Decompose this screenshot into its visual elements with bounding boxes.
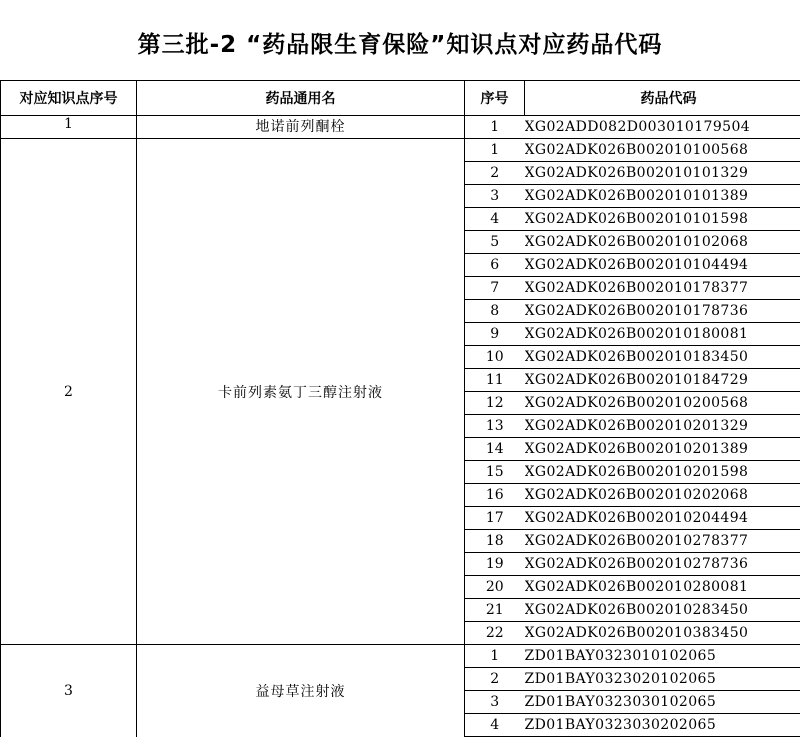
seq-cell: 15: [465, 461, 525, 484]
drug-code-cell: XG02ADK026B002010101389: [525, 185, 800, 208]
seq-cell: 2: [465, 668, 525, 691]
seq-cell: 9: [465, 323, 525, 346]
seq-cell: 1: [465, 116, 525, 139]
drug-code-cell: XG02ADK026B002010283450: [525, 599, 800, 622]
drug-code-table: [0, 80, 800, 737]
drug-code-cell: XG02ADK026B002010201598: [525, 461, 800, 484]
drug-code-cell: XG02ADK026B002010184729: [525, 369, 800, 392]
seq-cell: 1: [465, 139, 525, 162]
drug-code-cell: XG02ADD082D003010179504: [525, 116, 800, 139]
seq-cell: 13: [465, 415, 525, 438]
drug-code-cell: XG02ADK026B002010202068: [525, 484, 800, 507]
drug-code-cell: XG02ADK026B002010101598: [525, 208, 800, 231]
generic-name-cell: 益母草注射液: [137, 645, 465, 737]
seq-cell: 11: [465, 369, 525, 392]
seq-cell: 12: [465, 392, 525, 415]
header-drug-code: 药品代码: [525, 81, 800, 116]
seq-cell: 17: [465, 507, 525, 530]
page-title: 第三批-2 “药品限生育保险”知识点对应药品代码: [0, 26, 800, 59]
seq-cell: 6: [465, 254, 525, 277]
drug-code-cell: XG02ADK026B002010178736: [525, 300, 800, 323]
header-generic-name: 药品通用名: [137, 81, 465, 116]
drug-code-cell: XG02ADK026B002010383450: [525, 622, 800, 645]
seq-cell: 21: [465, 599, 525, 622]
table-row: [1, 139, 800, 162]
drug-code-cell: XG02ADK026B002010280081: [525, 576, 800, 599]
seq-cell: 3: [465, 185, 525, 208]
seq-cell: 3: [465, 691, 525, 714]
drug-code-cell: XG02ADK026B002010278736: [525, 553, 800, 576]
seq-cell: 20: [465, 576, 525, 599]
drug-code-cell: XG02ADK026B002010104494: [525, 254, 800, 277]
seq-cell: 7: [465, 277, 525, 300]
drug-code-cell: XG02ADK026B002010201329: [525, 415, 800, 438]
knowledge-point-no-cell: 1: [1, 116, 137, 139]
seq-cell: 8: [465, 300, 525, 323]
seq-cell: 1: [465, 645, 525, 668]
seq-cell: 16: [465, 484, 525, 507]
drug-code-cell: XG02ADK026B002010201389: [525, 438, 800, 461]
drug-code-cell: XG02ADK026B002010102068: [525, 231, 800, 254]
seq-cell: 22: [465, 622, 525, 645]
seq-cell: 10: [465, 346, 525, 369]
drug-code-cell: ZD01BAY0323010102065: [525, 645, 800, 668]
drug-code-cell: ZD01BAY0323030102065: [525, 691, 800, 714]
drug-code-cell: XG02ADK026B002010100568: [525, 139, 800, 162]
drug-code-cell: XG02ADK026B002010101329: [525, 162, 800, 185]
seq-cell: 4: [465, 714, 525, 737]
generic-name-cell: 卡前列素氨丁三醇注射液: [137, 139, 465, 645]
table-header-row: [1, 81, 800, 116]
header-knowledge-point-no: 对应知识点序号: [1, 81, 137, 116]
drug-code-cell: XG02ADK026B002010200568: [525, 392, 800, 415]
drug-code-cell: ZD01BAY0323020102065: [525, 668, 800, 691]
drug-code-cell: ZD01BAY0323030202065: [525, 714, 800, 737]
drug-code-cell: XG02ADK026B002010183450: [525, 346, 800, 369]
seq-cell: 4: [465, 208, 525, 231]
drug-code-cell: XG02ADK026B002010178377: [525, 277, 800, 300]
table-body: [1, 116, 800, 737]
table-row: [1, 116, 800, 139]
table-row: [1, 645, 800, 668]
knowledge-point-no-cell: 2: [1, 139, 137, 645]
seq-cell: 2: [465, 162, 525, 185]
knowledge-point-no-cell: 3: [1, 645, 137, 737]
header-seq: 序号: [465, 81, 525, 116]
drug-code-cell: XG02ADK026B002010278377: [525, 530, 800, 553]
seq-cell: 14: [465, 438, 525, 461]
seq-cell: 18: [465, 530, 525, 553]
generic-name-cell: 地诺前列酮栓: [137, 116, 465, 139]
drug-code-cell: XG02ADK026B002010180081: [525, 323, 800, 346]
drug-code-cell: XG02ADK026B002010204494: [525, 507, 800, 530]
seq-cell: 5: [465, 231, 525, 254]
seq-cell: 19: [465, 553, 525, 576]
